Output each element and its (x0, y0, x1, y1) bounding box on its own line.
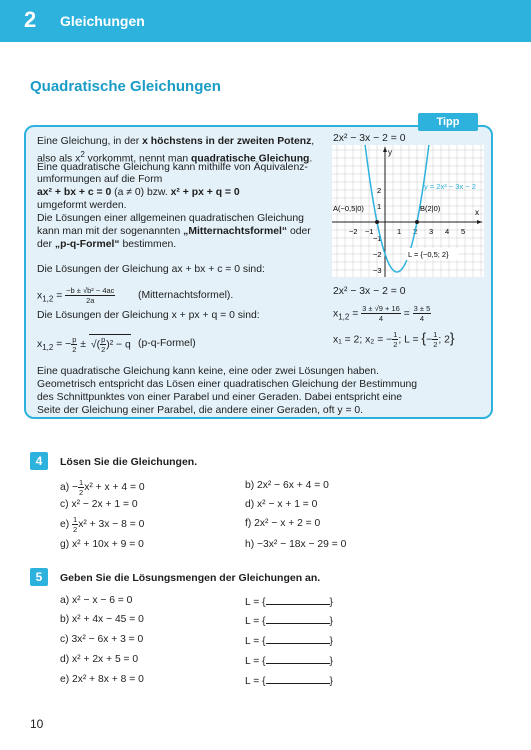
box-line-1 (37, 136, 314, 148)
text: } (329, 597, 333, 608)
numerator: p (72, 334, 77, 344)
subscript: 1,2 (42, 342, 54, 352)
text: , (311, 136, 315, 147)
task-4-heading: Lösen Sie die Gleichungen. (60, 456, 198, 468)
numerator: 1 (433, 330, 438, 339)
task-4-item-c: c) x² − 2x + 1 = 0 (60, 499, 138, 510)
text: } (329, 676, 333, 687)
normal-form: x² + px + q = 0 (170, 187, 240, 198)
box-line-3: Eine quadratische Gleichung kann mithilfe von Äquivalenz- (37, 162, 308, 173)
denominator: 2 (79, 488, 84, 497)
text: L = { (245, 597, 266, 608)
text: = − (53, 338, 72, 350)
text: ± (77, 338, 89, 350)
numerator: 3 ± 5 (413, 304, 431, 313)
text: } (329, 656, 333, 667)
numerator: −b ± √b² − 4ac (66, 286, 115, 295)
y-tick-label: −3 (373, 266, 382, 275)
root: √( $\frac{p}{2}$ )² − q (90, 335, 131, 354)
text: vorkommt, nennt man (84, 153, 192, 165)
answer-blank[interactable] (266, 614, 330, 624)
task-5-answer-a (245, 595, 333, 608)
task-4-item-d: d) x² − x + 1 = 0 (245, 499, 318, 510)
task-4-number: 4 (30, 452, 48, 470)
text-bold: „p-q-Formel“ (54, 239, 120, 250)
task-4-item-g: g) x² + 10x + 9 = 0 (60, 539, 144, 550)
task-5-number: 5 (30, 568, 48, 586)
y-axis-label: y (388, 148, 392, 157)
text: a) − (60, 482, 79, 494)
x-tick-label: 2 (413, 227, 418, 236)
text: x (37, 338, 43, 350)
text: L = { (245, 636, 266, 647)
midnight-formula (37, 286, 115, 306)
task-5-item-d: d) x² + 2x + 5 = 0 (60, 654, 139, 665)
text: x (37, 290, 43, 302)
denominator: 2 (101, 345, 106, 354)
midnight-note: (Mitternachtsformel). (138, 290, 234, 301)
paragraph-line-1: Eine quadratische Gleichung kann keine, eine oder zwei Lösungen haben. (37, 366, 379, 377)
box-line-5 (37, 187, 240, 199)
text: } (329, 616, 333, 627)
example-result: x₁ = 2; x₂ = − $\frac{1}{2}$ ; L = {− $\frac{1}{2}$ ; 2} (333, 329, 455, 349)
text: Eine Gleichung, in der (37, 136, 143, 147)
text: bestimmen. (119, 239, 177, 250)
numerator: 1 (79, 478, 84, 487)
text: . (309, 153, 313, 165)
text: } (329, 636, 333, 647)
task-4-item-h: h) −3x² − 18x − 29 = 0 (245, 539, 347, 550)
text: = (400, 308, 413, 320)
box-line-11: Die Lösungen der Gleichung x + px + q = 0 sind: (37, 310, 260, 321)
solution-set-label: L = {−0,5; 2} (408, 250, 449, 259)
chapter-title: Gleichungen (60, 13, 145, 29)
answer-blank[interactable] (266, 595, 330, 605)
pq-note: (p-q-Formel) (138, 338, 196, 349)
task-4-item-f: f) 2x² − x + 2 = 0 (245, 518, 321, 529)
text: also als x (37, 153, 81, 165)
curve-label: y = 2x² − 3x − 2 (424, 182, 476, 191)
denominator: 2 (72, 344, 77, 354)
point-a (375, 220, 379, 224)
task-4-item-e (60, 515, 144, 534)
text: L = { (245, 656, 266, 667)
answer-blank[interactable] (266, 634, 330, 644)
denominator: 2 (73, 525, 78, 534)
task-5-item-e: e) 2x² + 8x + 8 = 0 (60, 674, 144, 685)
y-tick-label: −2 (373, 250, 382, 259)
task-5-answer-b (245, 614, 333, 627)
fraction (413, 304, 432, 323)
numerator: 3 ± √9 + 16 (362, 304, 400, 313)
text: der (37, 239, 55, 250)
text: L = { (245, 676, 266, 687)
paragraph-line-4: Seite der Gleichung einer Parabel, die andere einer Geraden, oft y = 0. (37, 405, 364, 416)
y-tick-label: 1 (377, 202, 382, 211)
task-5-answer-d (245, 654, 333, 667)
numerator: p (101, 335, 106, 344)
denominator: 2 (393, 340, 398, 349)
text-bold: x höchstens in der zweiten Potenz (142, 136, 312, 147)
text: x² + 3x − 8 = 0 (78, 519, 145, 531)
task-4-item-b: b) 2x² − 6x + 4 = 0 (245, 480, 329, 491)
text: ; 2 (438, 334, 450, 346)
parabola-graph (332, 145, 484, 277)
text: L = { (245, 616, 266, 627)
task-5-item-b: b) x² + 4x − 45 = 0 (60, 614, 144, 625)
text: − (426, 334, 433, 346)
section-title: Quadratische Gleichungen (30, 78, 221, 95)
chapter-header (0, 0, 531, 42)
task-5-item-c: c) 3x² − 6x + 3 = 0 (60, 634, 144, 645)
paragraph-line-2: Geometrisch entspricht das Lösen einer quadratischen Gleichung der Bestimmung (37, 379, 418, 390)
box-line-6: umgeformt werden. (37, 200, 127, 211)
numerator: 1 (393, 330, 398, 339)
fraction (100, 335, 106, 354)
subscript: 1,2 (42, 294, 54, 304)
box-line-8 (37, 226, 311, 238)
answer-blank[interactable] (266, 674, 330, 684)
chapter-number: 2 (24, 7, 37, 32)
text: oder (287, 226, 311, 237)
x-axis-label: x (475, 208, 479, 217)
x-tick-label: 4 (445, 227, 450, 236)
text-bold: „Mitternachtsformel“ (183, 226, 288, 237)
point-b-label: B(2|0) (420, 204, 441, 213)
general-form: ax² + bx + c = 0 (37, 187, 112, 198)
superscript: 2 (80, 150, 85, 159)
paragraph-line-3: des Schnittpunktes von einer Parabel und einer Geraden. Dabei entspricht eine (37, 392, 403, 403)
x-tick-label: −1 (365, 227, 374, 236)
task-5-item-a: a) x² − x − 6 = 0 (60, 595, 133, 606)
text: x₁ = 2; x₂ = − (333, 334, 393, 346)
example-equation: 2x² − 3x − 2 = 0 (333, 133, 406, 144)
fraction (65, 286, 115, 305)
subscript: 1,2 (338, 312, 350, 322)
task-5-heading: Geben Sie die Lösungsmengen der Gleichungen an. (60, 572, 321, 584)
text: e) (60, 519, 73, 531)
denominator: 2a (86, 296, 95, 305)
example-solution (333, 304, 431, 324)
text: kann man mit der sogenannten (37, 226, 184, 237)
task-4-item-a (60, 478, 145, 497)
text: = (349, 308, 362, 320)
pq-formula (37, 334, 131, 354)
y-tick-label: 2 (377, 186, 382, 195)
box-line-10: Die Lösungen der Gleichung ax + bx + c = 0 sind: (37, 264, 265, 275)
denominator: 4 (378, 314, 384, 323)
box-line-4: umformungen auf die Form (37, 174, 163, 185)
task-5-answer-e (245, 674, 333, 687)
x-tick-label: 1 (397, 227, 402, 236)
text: x (333, 308, 339, 320)
y-tick-label: −1 (373, 234, 382, 243)
box-line-7: Die Lösungen einer allgemeinen quadratischen Gleichung (37, 213, 304, 224)
text: = (53, 290, 66, 302)
fraction (361, 304, 401, 323)
text: − q (113, 339, 131, 351)
page-number: 10 (30, 717, 44, 731)
answer-blank[interactable] (266, 654, 330, 664)
task-5-answer-c (245, 634, 333, 647)
box-line-9 (37, 239, 176, 251)
x-tick-label: 3 (429, 227, 434, 236)
point-b (415, 220, 419, 224)
x-tick-label: −2 (349, 227, 358, 236)
point-a-label: A(−0,5|0) (333, 204, 364, 213)
text-bold: quadratische Gleichung (191, 153, 310, 165)
text: ; L = (398, 334, 422, 346)
text: (a ≠ 0) bzw. (111, 187, 171, 198)
tipp-label: Tipp (418, 113, 478, 131)
x-tick-label: 5 (461, 227, 466, 236)
denominator: 2 (433, 340, 438, 349)
denominator: 4 (419, 314, 425, 323)
numerator: 1 (73, 515, 78, 524)
example-equation-2: 2x² − 3x − 2 = 0 (333, 286, 406, 297)
text: x² + x + 4 = 0 (84, 482, 145, 494)
